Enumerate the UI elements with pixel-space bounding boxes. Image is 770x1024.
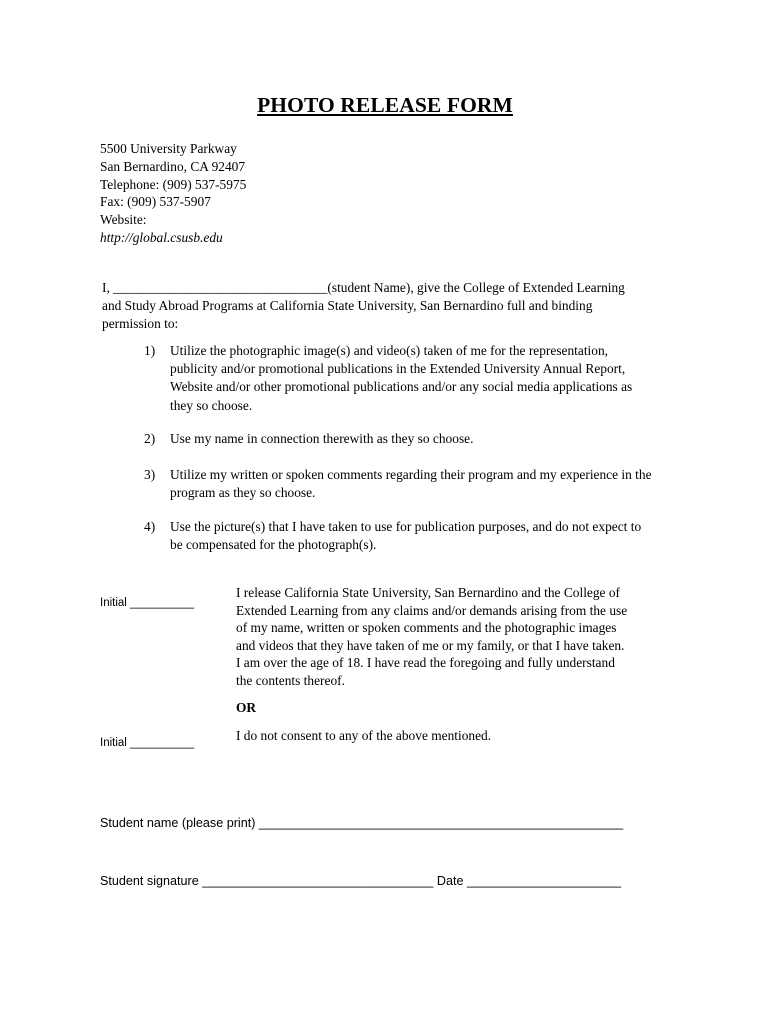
item-line: publicity and/or promotional publications in the Extended University Annual Report, xyxy=(170,361,626,377)
initial-consent-field[interactable]: Initial __________ xyxy=(100,597,194,609)
page-title: PHOTO RELEASE FORM xyxy=(257,93,513,117)
intro-line: and Study Abroad Programs at California State University, San Bernardino full and binding xyxy=(102,297,593,313)
item-line: Use the picture(s) that I have taken to use for publication purposes, and do not expect to xyxy=(170,519,642,534)
release-line: I am over the age of 18. I have read the foregoing and fully understand xyxy=(236,655,615,671)
item-line: Utilize the photographic image(s) and video(s) taken of me for the representation, xyxy=(170,343,609,358)
student-signature-date-field[interactable]: Student signature _________________________________ Date ______________________ xyxy=(100,874,622,888)
address-website-url: http://global.csusb.edu xyxy=(100,229,223,245)
item-line: be compensated for the photograph(s). xyxy=(170,537,377,553)
item-line: program as they so choose. xyxy=(170,485,316,501)
address-website-label: Website: xyxy=(100,212,147,228)
release-line: I release California State University, San Bernardino and the College of xyxy=(236,585,620,600)
no-consent-text: I do not consent to any of the above mentioned. xyxy=(236,728,492,743)
item-line: they so choose. xyxy=(170,397,253,413)
or-label: OR xyxy=(236,700,257,715)
intro-paragraph xyxy=(102,279,672,332)
release-paragraph xyxy=(236,584,686,690)
item-number: 1) xyxy=(144,343,156,358)
intro-line: I, ________________________________(student Name), give the College of Extended Learning xyxy=(102,280,625,295)
item-line: Use my name in connection therewith as they so choose. xyxy=(170,431,474,446)
initial-no-consent-field[interactable]: Initial __________ xyxy=(100,737,194,749)
item-line: Website and/or other promotional publications and/or any social media applications as xyxy=(170,379,633,395)
item-number: 4) xyxy=(144,519,156,534)
student-name-field[interactable]: Student name (please print) ____________________________________________________ xyxy=(100,816,624,830)
address-street: 5500 University Parkway xyxy=(100,141,237,156)
release-line: of my name, written or spoken comments and the photographic images xyxy=(236,620,617,636)
release-line: the contents thereof. xyxy=(236,672,345,688)
item-line: Utilize my written or spoken comments regarding their program and my experience in the xyxy=(170,467,652,482)
address-block xyxy=(100,140,246,247)
address-telephone: Telephone: (909) 537-5975 xyxy=(100,176,247,192)
release-line: Extended Learning from any claims and/or demands arising from the use xyxy=(236,602,628,618)
intro-line: permission to: xyxy=(102,315,179,331)
item-number: 2) xyxy=(144,431,156,446)
item-number: 3) xyxy=(144,467,156,482)
address-fax: Fax: (909) 537-5907 xyxy=(100,194,211,210)
release-line: and videos that they have taken of me or my family, or that I have taken. xyxy=(236,637,625,653)
address-city: San Bernardino, CA 92407 xyxy=(100,158,246,174)
